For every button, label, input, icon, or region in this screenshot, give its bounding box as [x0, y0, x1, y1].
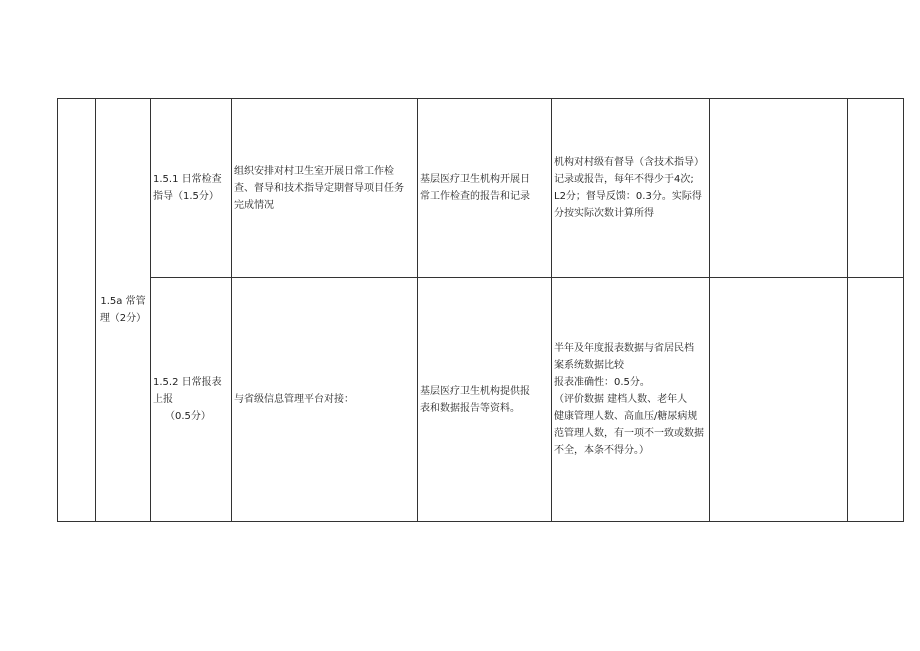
self-score-cell: [710, 99, 848, 278]
item-title-text: 1.5.2 日常报表 上报: [153, 377, 222, 405]
item-title-cell: 1.5.1 日常检查 指导（1.5分）: [151, 99, 232, 278]
table-row: [58, 99, 904, 278]
evaluation-table: [57, 98, 904, 522]
content-cell: 与省级信息管理平台对接：: [232, 278, 418, 522]
item-title-cell: [151, 278, 232, 522]
table-row: [58, 278, 904, 522]
blank-index-cell: [58, 99, 96, 522]
material-cell: 基层医疗卫生机构提供报 表和数据报告等资料。: [418, 278, 552, 522]
self-score-cell: [710, 278, 848, 522]
section-label-cell: 1.5a 常管 理（2分）: [96, 99, 151, 522]
content-cell: 组织安排对村卫生室开展日常工作检 查、督导和技术指导定期督导项目任务 完成情况: [232, 99, 418, 278]
criteria-cell: 机构对村级有督导（含技术指导） 记录或报告，每年不得少于4次; L2分；督导反馈：0.3分。实际得 分按实际次数计算所得: [552, 99, 710, 278]
final-score-cell: [848, 99, 904, 278]
criteria-cell: 半年及年度报表数据与省居民档 案系统数据比较 报表准确性：0.5分。 （评价数据 建档人数、老年人 健康管理人数、高血压/糖尿病规 范管理人数，有一项不一致或数据 不全，本条不得分。）: [552, 278, 710, 522]
item-points-text: （0.5分）: [165, 411, 211, 422]
material-cell: 基层医疗卫生机构开展日 常工作检查的报告和记录: [418, 99, 552, 278]
final-score-cell: [848, 278, 904, 522]
